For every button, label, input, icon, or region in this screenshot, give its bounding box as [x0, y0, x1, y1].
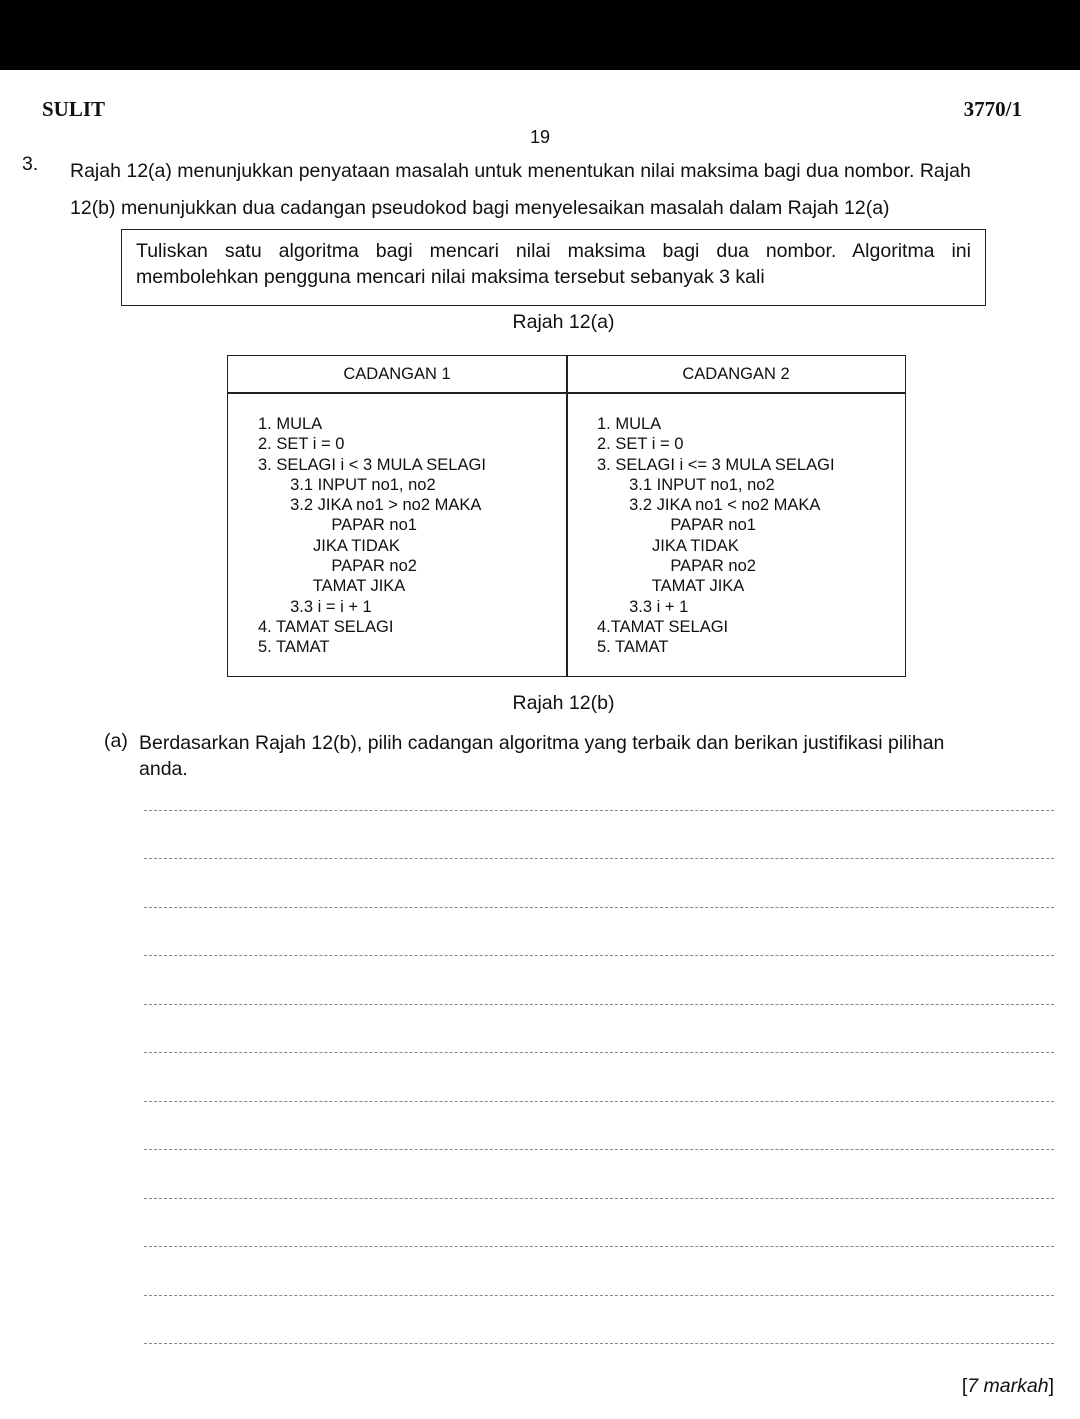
table-header-cadangan-1: CADANGAN 1 [343, 365, 451, 383]
answer-line[interactable] [144, 1101, 1054, 1102]
figure-a-caption: Rajah 12(a) [512, 311, 615, 333]
pseudocode-line: PAPAR no1 [597, 516, 756, 535]
answer-line[interactable] [144, 858, 1054, 859]
part-a-line-2: anda. [139, 758, 188, 780]
problem-statement-box [121, 229, 986, 306]
pseudocode-line: 3.3 i = i + 1 [258, 597, 372, 616]
table-header-cadangan-2: CADANGAN 2 [682, 365, 790, 383]
pseudocode-line: 3.2 JIKA no1 > no2 MAKA [258, 496, 482, 515]
pseudocode-line: 3. SELAGI i <= 3 MULA SELAGI [597, 455, 835, 474]
answer-line[interactable] [144, 810, 1054, 811]
page-number: 19 [529, 127, 551, 147]
answer-line[interactable] [144, 1343, 1054, 1344]
pseudocode-line: 3.2 JIKA no1 < no2 MAKA [597, 496, 821, 515]
marks-open-bracket: [ [961, 1375, 968, 1397]
figure-b-caption: Rajah 12(b) [512, 692, 615, 714]
pseudocode-line: TAMAT JIKA [597, 577, 745, 596]
pseudocode-line: 3.1 INPUT no1, no2 [597, 475, 775, 494]
answer-line[interactable] [144, 907, 1054, 908]
marks-allocation [962, 1375, 1054, 1398]
pseudocode-line: PAPAR no2 [597, 557, 756, 576]
pseudocode-line: 2. SET i = 0 [258, 435, 345, 454]
pseudocode-line: 3.3 i + 1 [597, 597, 689, 616]
pseudocode-line: 1. MULA [597, 415, 662, 433]
pseudocode-line: JIKA TIDAK [597, 536, 739, 555]
cadangan-1-pseudocode [258, 414, 486, 658]
pseudocode-line: 1. MULA [258, 415, 323, 433]
header-sulit: SULIT [42, 97, 106, 121]
cadangan-2-pseudocode [597, 414, 835, 658]
pseudocode-line: 3.1 INPUT no1, no2 [258, 475, 436, 494]
marks-close-bracket: ] [1048, 1375, 1054, 1397]
question-line-2: 12(b) menunjukkan dua cadangan pseudokod bagi menyelesaikan masalah dalam Rajah 12(a) [70, 197, 890, 219]
question-text [70, 153, 1055, 227]
pseudocode-line: 5. TAMAT [597, 638, 669, 657]
table-header-divider [228, 392, 905, 394]
answer-line[interactable] [144, 1295, 1054, 1296]
part-a-line-1: Berdasarkan Rajah 12(b), pilih cadangan algoritma yang terbaik dan berikan justifikasi pilihan [139, 732, 945, 754]
answer-line[interactable] [144, 1198, 1054, 1199]
pseudocode-line: 2. SET i = 0 [597, 435, 684, 454]
answer-line[interactable] [144, 1004, 1054, 1005]
top-black-bar [0, 0, 1080, 70]
problem-line-1: Tuliskan satu algoritma bagi mencari nilai maksima bagi dua nombor. Algoritma ini [136, 240, 971, 262]
pseudocode-line: TAMAT JIKA [258, 577, 406, 596]
part-a-question [139, 730, 1039, 782]
pseudocode-line: JIKA TIDAK [258, 536, 400, 555]
problem-line-2: membolehkan pengguna mencari nilai maksima tersebut sebanyak 3 kali [136, 266, 765, 288]
question-line-1: Rajah 12(a) menunjukkan penyataan masalah untuk menentukan nilai maksima bagi dua nombor. Rajah [70, 160, 971, 182]
pseudocode-table [227, 355, 906, 677]
marks-value: 7 markah [967, 1375, 1049, 1397]
pseudocode-line: 4.TAMAT SELAGI [597, 617, 729, 636]
part-a-label: (a) [104, 730, 128, 752]
answer-line[interactable] [144, 1246, 1054, 1247]
question-number: 3. [22, 153, 39, 175]
answer-line[interactable] [144, 1052, 1054, 1053]
answer-line[interactable] [144, 1149, 1054, 1150]
pseudocode-line: PAPAR no2 [258, 557, 417, 576]
pseudocode-line: 4. TAMAT SELAGI [258, 617, 394, 636]
pseudocode-line: 5. TAMAT [258, 638, 330, 657]
pseudocode-line: PAPAR no1 [258, 516, 417, 535]
header-paper-code: 3770/1 [963, 97, 1022, 121]
table-column-divider [566, 356, 568, 676]
answer-line[interactable] [144, 955, 1054, 956]
pseudocode-line: 3. SELAGI i < 3 MULA SELAGI [258, 455, 486, 474]
